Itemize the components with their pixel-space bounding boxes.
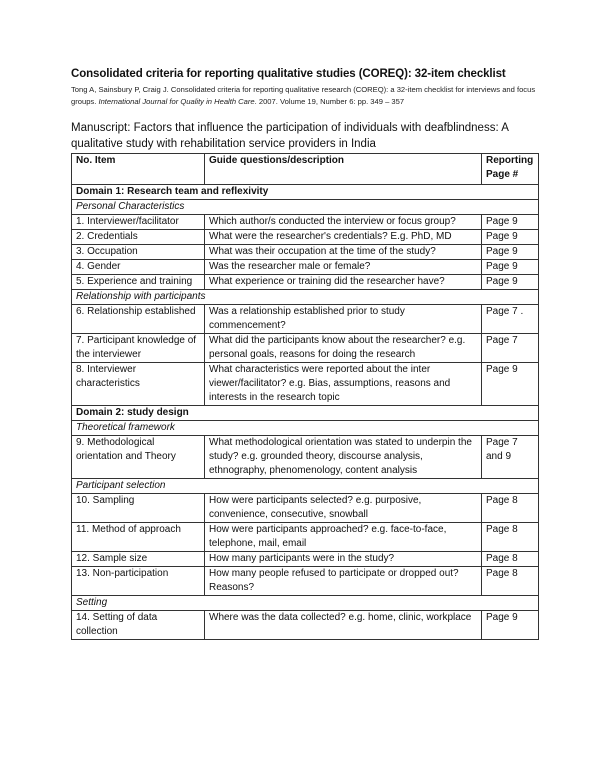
section-participant-selection: Participant selection — [72, 479, 539, 494]
item-cell: 14. Setting of data collection — [72, 611, 205, 640]
guide-cell: Was a relationship established prior to study commencement? — [205, 305, 482, 334]
table-row — [72, 305, 539, 334]
section-row — [72, 421, 539, 436]
header-guide: Guide questions/description — [205, 154, 482, 185]
page-cell: Page 7 and 9 — [482, 436, 539, 479]
item-cell: 13. Non-participation — [72, 567, 205, 596]
guide-cell: How many people refused to participate or dropped out? Reasons? — [205, 567, 482, 596]
domain-row — [72, 185, 539, 200]
header-page: Reporting Page # — [482, 154, 539, 185]
guide-cell: What was their occupation at the time of the study? — [205, 245, 482, 260]
table-row — [72, 230, 539, 245]
table-row — [72, 334, 539, 363]
document-title: Consolidated criteria for reporting qualitative studies (COREQ): 32-item checklist — [71, 68, 506, 80]
guide-cell: How were participants selected? e.g. purposive, convenience, consecutive, snowball — [205, 494, 482, 523]
table-row — [72, 494, 539, 523]
page-cell: Page 9 — [482, 275, 539, 290]
item-cell: 10. Sampling — [72, 494, 205, 523]
page-cell: Page 8 — [482, 494, 539, 523]
citation-details: . 2007. Volume 19, Number 6: pp. 349 – 357 — [254, 97, 405, 106]
section-row — [72, 200, 539, 215]
table-row — [72, 260, 539, 275]
page-cell: Page 9 — [482, 215, 539, 230]
table-row — [72, 275, 539, 290]
guide-cell: Was the researcher male or female? — [205, 260, 482, 275]
section-row — [72, 479, 539, 494]
item-cell: 9. Methodological orientation and Theory — [72, 436, 205, 479]
item-cell: 7. Participant knowledge of the interviewer — [72, 334, 205, 363]
header-item: No. Item — [72, 154, 205, 185]
item-cell: 5. Experience and training — [72, 275, 205, 290]
page-cell: Page 8 — [482, 552, 539, 567]
page-cell: Page 8 — [482, 523, 539, 552]
item-cell: 2. Credentials — [72, 230, 205, 245]
guide-cell: What experience or training did the researcher have? — [205, 275, 482, 290]
table-row — [72, 436, 539, 479]
guide-cell: Which author/s conducted the interview or focus group? — [205, 215, 482, 230]
table-row — [72, 523, 539, 552]
page-cell: Page 9 — [482, 260, 539, 275]
item-cell: 8. Interviewer characteristics — [72, 363, 205, 406]
section-setting: Setting — [72, 596, 539, 611]
table-row — [72, 245, 539, 260]
citation-authors: Tong A, Sainsbury P, Craig J. Consolidated criteria for reporting qualitative research (COREQ): a 32-item checklist for interviews and focus groups. — [71, 85, 536, 106]
page-cell: Page 8 — [482, 567, 539, 596]
table-row — [72, 215, 539, 230]
page-cell: Page 9 — [482, 363, 539, 406]
manuscript-title: Manuscript: Factors that influence the participation of individuals with deafblindness: A qualitative study with rehabilitation service providers in India — [71, 122, 509, 150]
guide-cell: What methodological orientation was stated to underpin the study? e.g. grounded theory, discourse analysis, ethnography, phenomenology, content analysis — [205, 436, 482, 479]
page-cell: Page 7 — [482, 334, 539, 363]
domain-row — [72, 406, 539, 421]
section-personal-characteristics: Personal Characteristics — [72, 200, 539, 215]
domain-1-heading: Domain 1: Research team and reflexivity — [72, 185, 539, 200]
guide-cell: How many participants were in the study? — [205, 552, 482, 567]
table-row — [72, 363, 539, 406]
domain-2-heading: Domain 2: study design — [72, 406, 539, 421]
table-row — [72, 567, 539, 596]
page-cell: Page 9 — [482, 611, 539, 640]
section-row — [72, 290, 539, 305]
guide-cell: How were participants approached? e.g. face-to-face, telephone, mail, email — [205, 523, 482, 552]
section-theoretical-framework: Theoretical framework — [72, 421, 539, 436]
guide-cell: What were the researcher's credentials? E.g. PhD, MD — [205, 230, 482, 245]
item-cell: 11. Method of approach — [72, 523, 205, 552]
page-cell: Page 9 — [482, 230, 539, 245]
table-header-row — [72, 154, 539, 185]
guide-cell: What characteristics were reported about the inter viewer/facilitator? e.g. Bias, assumptions, reasons and interests in the research topic — [205, 363, 482, 406]
item-cell: 3. Occupation — [72, 245, 205, 260]
page-cell: Page 7 . — [482, 305, 539, 334]
guide-cell: What did the participants know about the researcher? e.g. personal goals, reasons for doing the research — [205, 334, 482, 363]
section-relationship: Relationship with participants — [72, 290, 539, 305]
item-cell: 4. Gender — [72, 260, 205, 275]
item-cell: 1. Interviewer/facilitator — [72, 215, 205, 230]
table-row — [72, 552, 539, 567]
citation-journal: International Journal for Quality in Health Care — [98, 97, 255, 106]
item-cell: 12. Sample size — [72, 552, 205, 567]
table-row — [72, 611, 539, 640]
page-cell: Page 9 — [482, 245, 539, 260]
section-row — [72, 596, 539, 611]
coreq-checklist-table — [71, 153, 539, 640]
item-cell: 6. Relationship established — [72, 305, 205, 334]
guide-cell: Where was the data collected? e.g. home, clinic, workplace — [205, 611, 482, 640]
citation — [71, 84, 541, 108]
